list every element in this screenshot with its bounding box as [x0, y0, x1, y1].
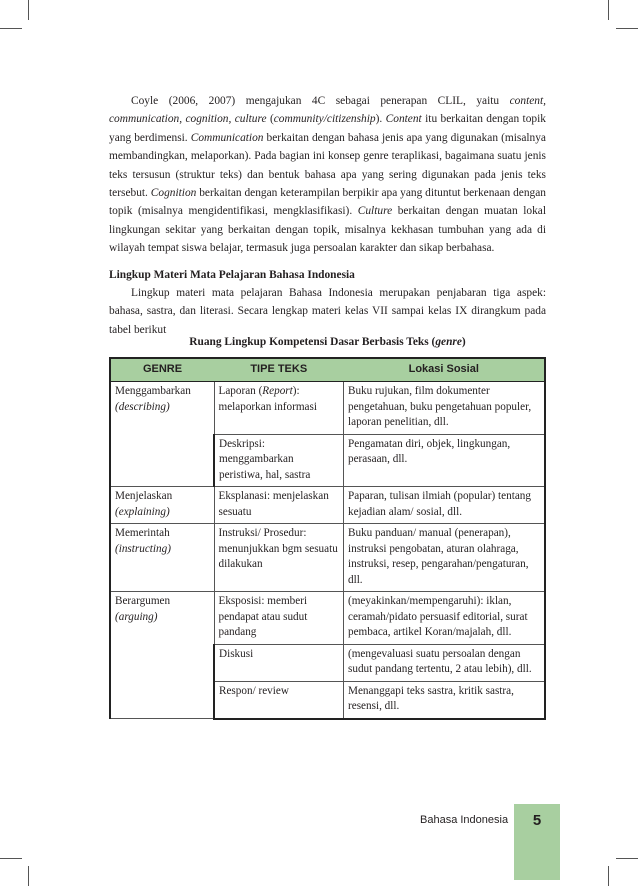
table-row	[110, 524, 545, 592]
lokasi-sosial-cell: Menanggapi teks sastra, kritik sastra, resensi, dll.	[344, 681, 546, 719]
text-run: berkaitan dengan keterampilan berpikir apa yang dituntut berkenaan dengan topik (misalnya mengidentifikasi, mengklasifikasi).	[109, 187, 546, 218]
lokasi-sosial-cell: (mengevaluasi suatu persoalan dengan sudut pandang tertentu, 2 atau lebih), dll.	[344, 644, 546, 681]
text-run: berkaitan dengan bahasa jenis apa yang digunakan (misalnya membandingkan, melaporkan). Pada bagian ini konsep genre teraplikasi, bagaimana suatu jenis teks tersusun (struktur teks) dan bentuk bahasa apa yang sering digunakan pada jenis teks tersebut.	[109, 131, 546, 200]
text-run: (	[266, 113, 274, 126]
genre-cell	[110, 592, 214, 719]
table-row	[110, 382, 545, 435]
text-run: berkaitan dengan muatan lokal lingkungan sekitar yang berkaitan dengan topik, misalnya kekhasan tumbuhan yang ada di wilayah tempat siswa belajar, termasuk juga persoalan karakter dan sikap berbahasa.	[109, 205, 546, 255]
competency-table	[109, 357, 546, 720]
crop-mark	[0, 28, 22, 29]
italic-term: Report	[262, 385, 293, 397]
tipe-teks-cell: Laporan (Report): melaporkan informasi	[214, 382, 344, 435]
crop-mark	[616, 858, 638, 859]
crop-mark	[28, 0, 29, 20]
crop-mark	[608, 866, 609, 886]
genre-name: Memerintah	[115, 527, 170, 539]
tipe-teks-cell: Deskripsi: menggambarkan peristiwa, hal, sastra	[214, 434, 344, 487]
text-run: Coyle (2006, 2007) mengajukan 4C sebagai penerapan CLIL, yaitu	[131, 95, 510, 107]
paragraph-clil	[109, 92, 546, 258]
genre-cell	[110, 524, 214, 592]
lokasi-sosial-cell: Pengamatan diri, objek, lingkungan, perasaan, dll.	[344, 434, 546, 487]
italic-term: content, communication, cognition, culture	[109, 95, 546, 126]
page-number-box	[514, 804, 560, 880]
tipe-teks-cell: Instruksi/ Prosedur: menunjukkan bgm sesuatu dilakukan	[214, 524, 344, 592]
header-genre: GENRE	[110, 358, 214, 382]
tipe-teks-cell: Diskusi	[214, 644, 344, 681]
genre-english: (describing)	[115, 400, 170, 413]
crop-mark	[616, 28, 638, 29]
lokasi-sosial-cell: Buku panduan/ manual (penerapan), instruksi pengobatan, aturan olahraga, instruksi, resep, pengarahan/pengaturan, dll.	[344, 524, 546, 592]
text-run: itu berkaitan dengan topik yang berdimensi.	[109, 113, 546, 144]
paragraph-scope: Lingkup materi mata pelajaran Bahasa Indonesia merupakan penjabaran tiga aspek: bahasa, sastra, dan literasi. Secara lengkap materi kelas VII sampai kelas IX dirangkum pada tabel berikut	[109, 287, 546, 336]
crop-mark	[608, 0, 609, 20]
genre-name: Berargumen	[115, 595, 171, 607]
lokasi-sosial-cell: Paparan, tulisan ilmiah (popular) tentang kejadian alam/ sosial, dll.	[344, 487, 546, 524]
genre-name: Menggambarkan	[115, 385, 191, 397]
tipe-teks-cell: Eksplanasi: menjelaskan sesuatu	[214, 487, 344, 524]
tipe-teks-cell: Respon/ review	[214, 681, 344, 719]
italic-term: Communication	[190, 131, 264, 144]
crop-mark	[0, 858, 22, 859]
body-text	[109, 92, 546, 339]
genre-english: (arguing)	[115, 610, 158, 623]
genre-english: (instructing)	[115, 542, 171, 555]
lokasi-sosial-cell: Buku rujukan, film dokumenter pengetahuan, buku pengetahuan populer, laporan penelitian, dll.	[344, 382, 546, 435]
text-run: ).	[375, 113, 386, 126]
table-header-row	[110, 358, 545, 382]
crop-mark	[28, 866, 29, 886]
table-row	[110, 592, 545, 645]
page-number: 5	[532, 812, 542, 829]
running-footer-title: Bahasa Indonesia	[420, 814, 509, 826]
genre-cell	[110, 382, 214, 487]
lokasi-sosial-cell: (meyakinkan/mempengaruhi): iklan, ceramah/pidato persuasif editorial, surat pembaca, artikel Koran/majalah, dll.	[344, 592, 546, 645]
section-heading: Lingkup Materi Mata Pelajaran Bahasa Indonesia	[109, 268, 355, 281]
table-body	[110, 382, 545, 719]
header-tipe-teks: TIPE TEKS	[214, 358, 344, 382]
header-lokasi-sosial: Lokasi Sosial	[344, 358, 546, 382]
table-title: Ruang Lingkup Kompetensi Dasar Berbasis Teks (genre)	[189, 336, 466, 348]
table-row	[110, 487, 545, 524]
genre-name: Menjelaskan	[115, 490, 173, 502]
italic-term: community/citizenship	[273, 113, 376, 126]
tipe-teks-cell: Eksposisi: memberi pendapat atau sudut pandang	[214, 592, 344, 645]
genre-cell	[110, 487, 214, 524]
italic-term: Culture	[357, 205, 393, 218]
italic-term: Content	[385, 113, 422, 126]
genre-english: (explaining)	[115, 505, 170, 518]
italic-term: Cognition	[150, 187, 197, 200]
